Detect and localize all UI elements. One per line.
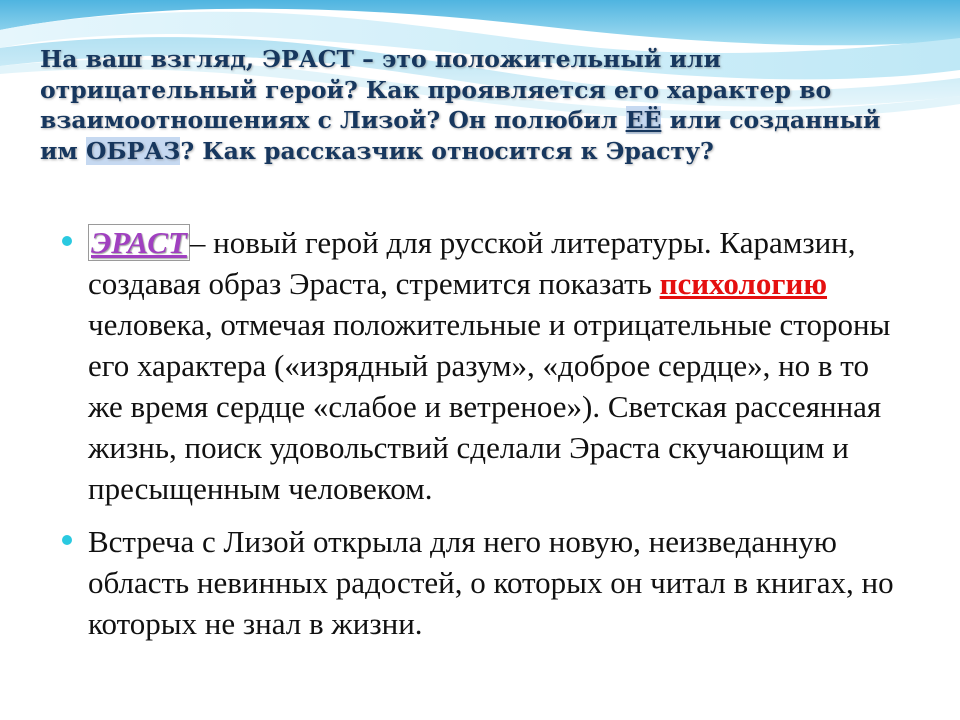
bullet-list [60,222,910,644]
bullet-dot-icon [62,535,72,545]
title-highlight-image: ОБРАЗ [86,136,181,165]
bullet-text-a: – новый герой для русской литературы. Карамзин, создавая образ Эраста, стремится показать [88,225,856,301]
bullet-dot-icon [62,236,72,246]
bullet-item-erast [60,222,910,509]
bullet-text: Встреча с Лизой открыла для него новую, неизведанную область невинных радостей, о которых он читал в книгах, но которых не знал в жизни. [88,524,894,641]
hero-name-link[interactable]: ЭРАСТ [88,224,190,261]
title-part2: или созданный им [40,106,881,165]
bullet-item-meeting [60,521,910,644]
bullet-text-b: человека, отмечая положительные и отрицательные стороны его характера («изрядный разум», «доброе сердце», но в то же время сердце «слабое и ветреное»). Светская рассеянная жизнь, поиск удовольствий сделали Эраста скучающим и пресыщенным человеком. [88,307,891,506]
title-part3: ? Как рассказчик относится к Эрасту? [180,136,714,165]
title-highlight-her: ЕЁ [625,106,662,134]
title-part1: На ваш взгляд, ЭРАСТ – это положительный или отрицательный герой? Как проявляется его характер во взаимоотношениях с Лизой? Он полюбил [40,45,832,134]
slide-title [40,44,920,166]
keyword-psychology: психологию [659,266,828,301]
